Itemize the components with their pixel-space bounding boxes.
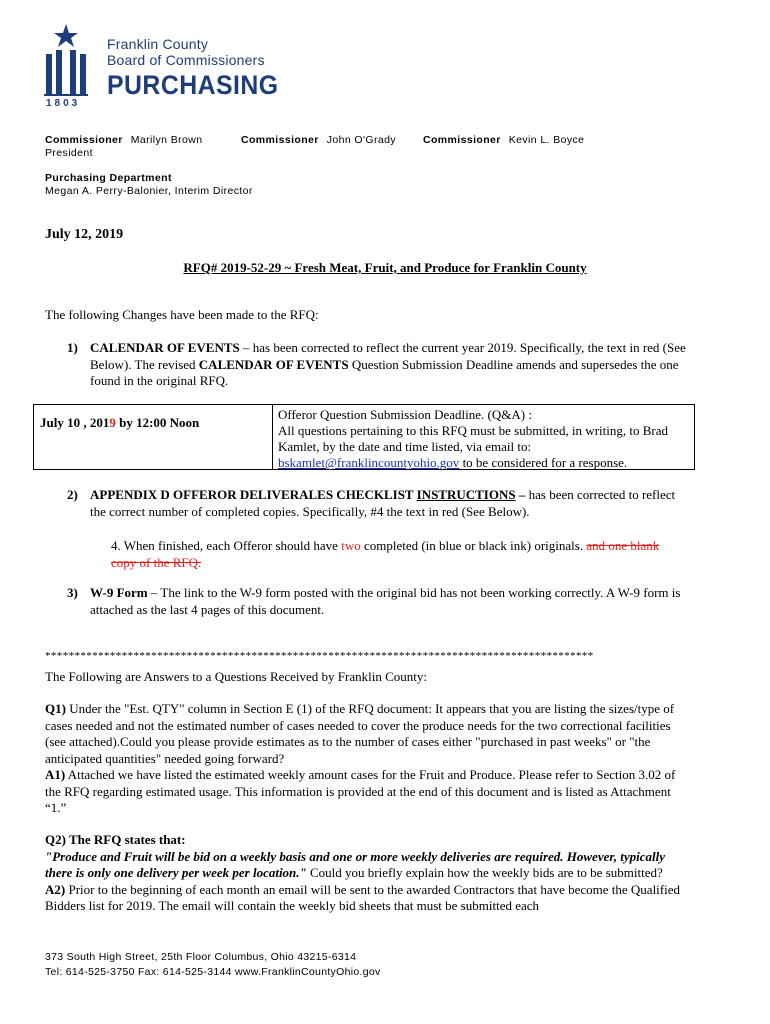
department-director: Megan A. Perry-Balonier, Interim Director (45, 185, 253, 197)
item-heading-underlined: INSTRUCTIONS (416, 487, 516, 502)
answer-text: Prior to the beginning of each month an email will be sent to the awarded Contractors that have become the Qualified Bidders list for 2019. The email will contain the weekly bid sheets that must be submitted each (45, 881, 681, 913)
item-text: – The link to the W-9 form posted with the original bid has not been working correctly. A W-9 form is attached as the last 4 pages of this document. (90, 585, 681, 617)
item-text: has been corrected to reflect the correct number of completed copies. Specifically, #4 the text in red (See Below). (90, 487, 676, 519)
change-item-2 (67, 487, 692, 520)
item-dash: – (515, 487, 529, 502)
item-heading: W-9 Form (90, 585, 148, 600)
logo-line1: Franklin County (107, 36, 209, 52)
intro-text: The following Changes have been made to the RFQ: (45, 307, 319, 322)
franklin-county-purchasing-logo (42, 22, 302, 112)
answer-label: A1) (45, 767, 66, 782)
answer-2 (45, 882, 685, 915)
commissioner-name: Kevin L. Boyce (508, 134, 585, 146)
change-item-3 (67, 585, 692, 618)
instruction-text-2: completed (in blue or black ink) originals. (360, 538, 587, 553)
commissioner-1 (45, 134, 202, 146)
change-item-1 (67, 340, 692, 390)
logo-line3: PURCHASING (107, 70, 279, 100)
deadline-date-corrected: 9 (109, 415, 116, 430)
item-text-2: Question Submission Deadline amends and supersedes the one found in the original RFQ. (90, 356, 679, 388)
deadline-body: All questions pertaining to this RFQ must be submitted, in writing, to Brad Kamlet, by the date and time listed, via email to: (278, 423, 668, 454)
commissioner-label: Commissioner (423, 134, 501, 146)
logo-line2: Board of Commissioners (107, 52, 265, 68)
checklist-instruction-4 (111, 538, 671, 571)
question-quote: "Produce and Fruit will be bid on a weekly basis and one or more weekly deliveries are required. However, typically there is only one delivery per week per location." (45, 848, 665, 880)
deadline-time: by 12:00 Noon (115, 415, 200, 430)
answer-label: A2) (45, 881, 66, 897)
item-heading: CALENDAR OF EVENTS (90, 340, 240, 355)
item-heading-2: CALENDAR OF EVENTS (198, 356, 349, 372)
deadline-date-part: July 10 , 201 (40, 415, 110, 430)
item-number: 3) (67, 585, 78, 600)
table-divider (272, 405, 273, 469)
commissioner-name: Marilyn Brown (130, 134, 203, 146)
rfq-title: RFQ# 2019-52-29 ~ Fresh Meat, Fruit, and Produce for Franklin County (183, 260, 587, 275)
commissioner-2 (241, 134, 396, 146)
answer-1 (45, 767, 685, 817)
deadline-body-end: to be considered for a response. (459, 455, 628, 470)
question-text: Could you briefly explain how the weekly bids are to be submitted? (306, 865, 663, 880)
question-1 (45, 701, 685, 767)
footer-address: 373 South High Street, 25th Floor Columbus, Ohio 43215-6314 (45, 951, 357, 963)
question-answer-1 (45, 701, 685, 817)
item-number: 2) (67, 487, 78, 502)
logo-year: 1803 (46, 98, 81, 109)
document-date: July 12, 2019 (45, 227, 124, 242)
deadline-heading: Offeror Question Submission Deadline. (Q&A) : (278, 407, 532, 422)
contact-email-link[interactable]: bskamlet@franklincountyohio.gov (278, 455, 460, 470)
asterisk-separator: ********************************************************************************************* (45, 650, 594, 662)
question-2-heading (45, 832, 685, 849)
item-heading: APPENDIX D OFFEROR DELIVERALES CHECKLIST (90, 487, 417, 502)
commissioner-3 (423, 134, 584, 146)
question-text: Under the "Est. QTY" column in Section E (1) of the RFQ document: It appears that you are listing the sizes/type of cases needed and not the estimated number of cases needed to cover the produce needs for the two correctional facilities (see attached).Could you please provide estimates as to the number of cases either "purchased in past weeks" or "the anticipated quantities" needed going forward? (45, 701, 675, 766)
commissioner-label: Commissioner (45, 134, 123, 146)
item-text: – has been corrected to reflect the current year 2019. Specifically, the text in red (See Below). The revised (90, 340, 686, 372)
deadline-date-cell (40, 415, 199, 431)
question-label: Q2) (45, 832, 66, 847)
question-label: Q1) (45, 701, 66, 716)
commissioner-label: Commissioner (241, 134, 319, 146)
instruction-corrected-text: two (341, 538, 361, 553)
answer-text: Attached we have listed the estimated weekly amount cases for the Fruit and Produce. Please refer to Section 3.02 of the RFQ regarding estimated usage. This information is provided at the end of this document and is listed as Attachment “1.” (45, 767, 676, 815)
president-label: President (45, 147, 93, 159)
department-title: Purchasing Department (45, 172, 172, 184)
calendar-events-table (33, 404, 695, 470)
answers-intro: The Following are Answers to a Questions Received by Franklin County: (45, 669, 428, 684)
question-answer-2 (45, 832, 685, 915)
commissioner-name: John O'Grady (326, 134, 397, 146)
deadline-description-cell (278, 407, 692, 471)
footer-contact: Tel: 614-525-3750 Fax: 614-525-3144 www.FranklinCountyOhio.gov (45, 966, 381, 978)
instruction-text: 4. When finished, each Offeror should have (111, 538, 342, 553)
item-number: 1) (67, 340, 78, 355)
instruction-removed-text: and one blank copy of the RFQ. (111, 538, 660, 570)
question-heading: The RFQ states that: (65, 832, 186, 847)
question-2-body (45, 849, 685, 882)
